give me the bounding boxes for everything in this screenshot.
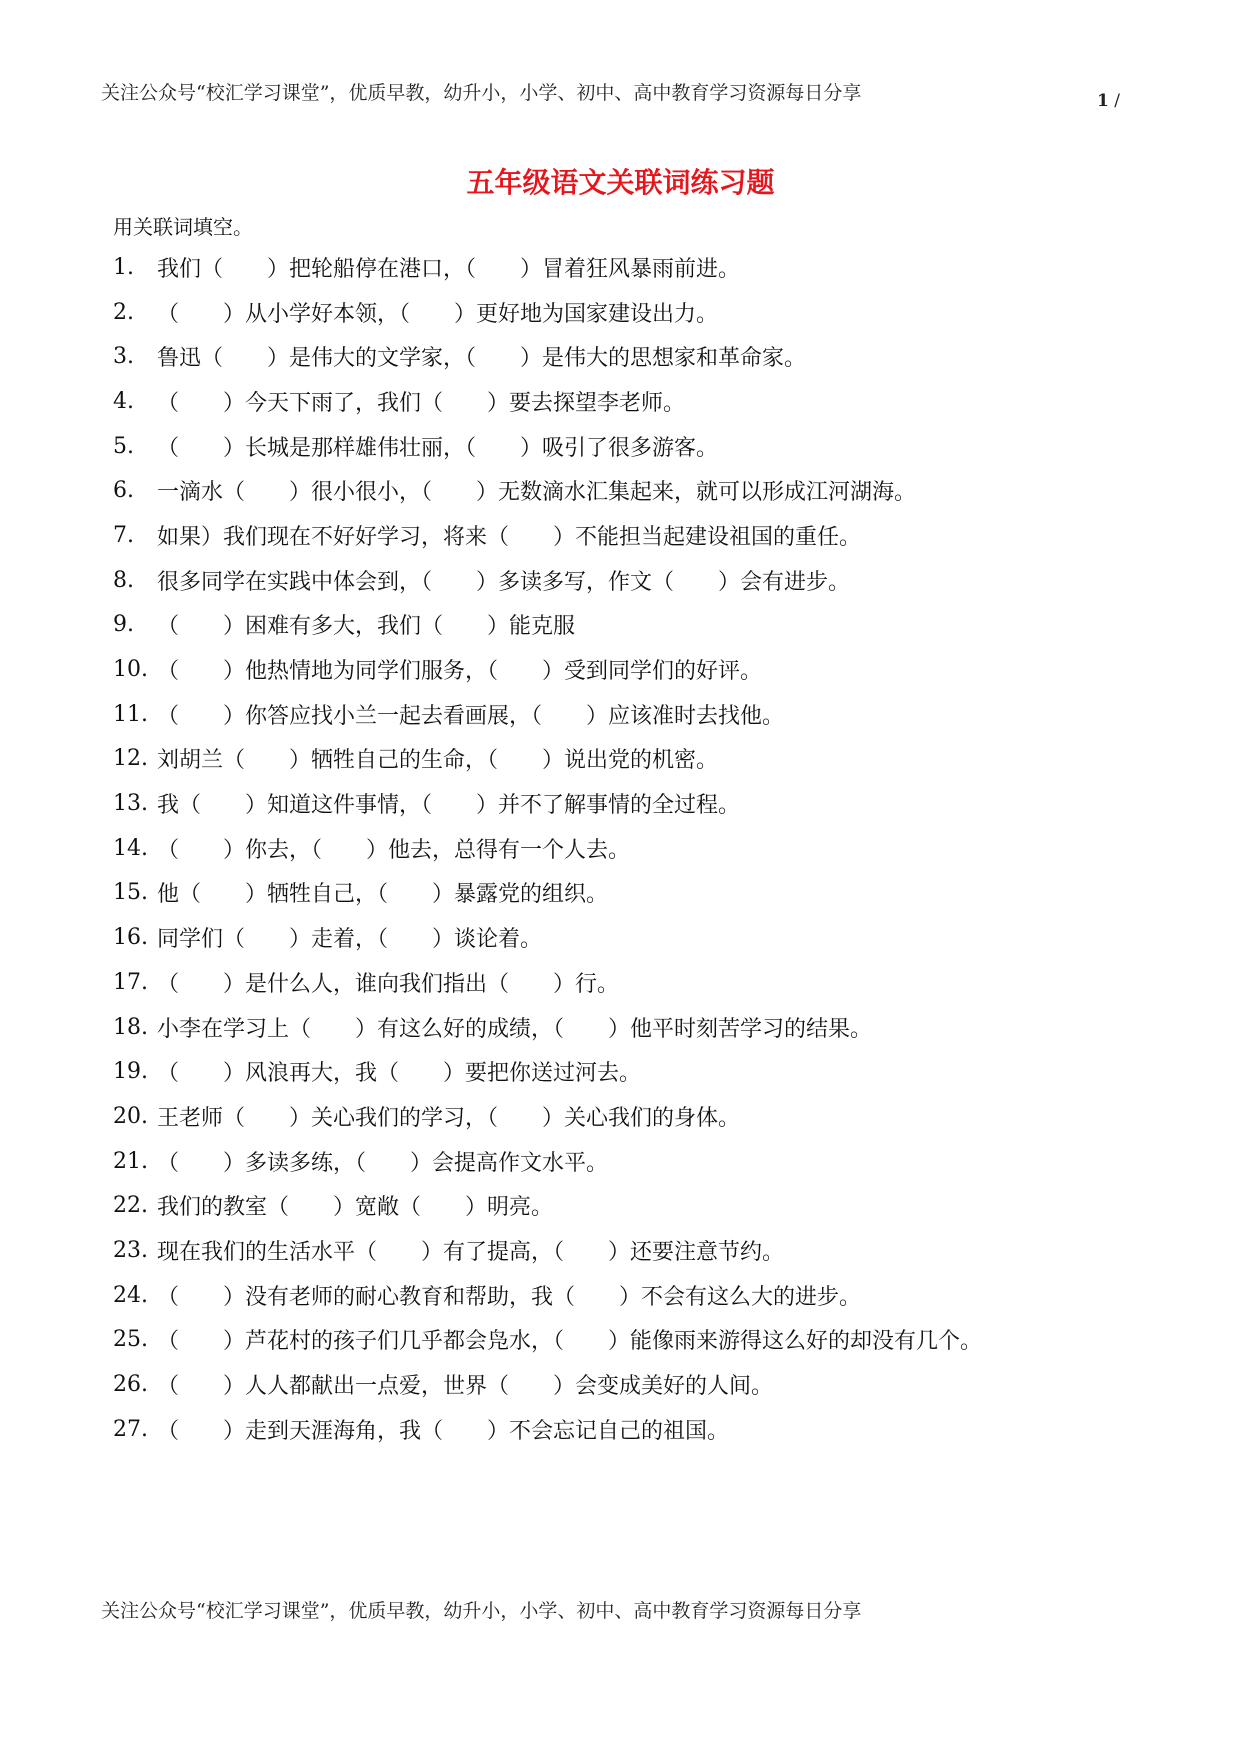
question-item (113, 960, 1213, 1005)
question-number: 21. (113, 1148, 148, 1174)
question-item (113, 1228, 1213, 1273)
question-number: 24. (113, 1282, 148, 1308)
question-text: 鲁迅（ ）是伟大的文学家，（ ）是伟大的思想家和革命家。 (157, 346, 807, 372)
question-item (113, 1318, 1213, 1363)
question-item (113, 781, 1213, 826)
question-item (113, 558, 1213, 603)
question-item (113, 513, 1213, 558)
question-number: 3. (113, 344, 134, 370)
question-item (113, 424, 1213, 469)
question-list (113, 245, 1213, 1452)
question-number: 19. (113, 1059, 148, 1085)
question-number: 11. (113, 701, 148, 727)
question-number: 16. (113, 925, 148, 951)
question-item (113, 245, 1213, 290)
question-item (113, 1183, 1213, 1228)
question-text: （ ）是什么人，谁向我们指出（ ）行。 (157, 971, 620, 997)
question-number: 6. (113, 478, 134, 504)
question-item (113, 1094, 1213, 1139)
question-number: 17. (113, 969, 148, 995)
question-number: 12. (113, 746, 148, 772)
question-text: 我们（ ）把轮船停在港口，（ ）冒着狂风暴雨前进。 (157, 256, 741, 282)
question-item (113, 468, 1213, 513)
question-text: 王老师（ ）关心我们的学习，（ ）关心我们的身体。 (157, 1105, 741, 1131)
question-text: 如果）我们现在不好好学习，将来（ ）不能担当起建设祖国的重任。 (157, 524, 862, 550)
question-text: 小李在学习上（ ）有这么好的成绩，（ ）他平时刻苦学习的结果。 (157, 1016, 873, 1042)
question-number: 7. (113, 522, 134, 548)
question-item (113, 1005, 1213, 1050)
question-text: 刘胡兰（ ）牺牲自己的生命，（ ）说出党的机密。 (157, 748, 719, 774)
question-text: 一滴水（ ）很小很小，（ ）无数滴水汇集起来，就可以形成江河湖海。 (157, 480, 917, 506)
page-number-current: 1 (1097, 91, 1109, 111)
question-text: （ ）他热情地为同学们服务，（ ）受到同学们的好评。 (157, 659, 763, 685)
question-number: 20. (113, 1103, 148, 1129)
question-text: （ ）多读多练，（ ）会提高作文水平。 (157, 1150, 609, 1176)
question-item (113, 647, 1213, 692)
question-text: （ ）困难有多大，我们（ ）能克服 (157, 614, 576, 640)
header-promo-note: 关注公众号“校汇学习课堂”，优质早教，幼升小，小学、初中、高中教育学习资源每日分享 (101, 82, 862, 104)
question-text: 我（ ）知道这件事情，（ ）并不了解事情的全过程。 (157, 793, 741, 819)
footer-promo-note: 关注公众号“校汇学习课堂”，优质早教，幼升小，小学、初中、高中教育学习资源每日分享 (101, 1600, 862, 1622)
question-text: 现在我们的生活水平（ ）有了提高，（ ）还要注意节约。 (157, 1239, 785, 1265)
question-item (113, 826, 1213, 871)
question-text: （ ）人人都献出一点爱，世界（ ）会变成美好的人间。 (157, 1374, 774, 1400)
question-item (113, 1273, 1213, 1318)
question-item (113, 334, 1213, 379)
question-text: 同学们（ ）走着，（ ）谈论着。 (157, 927, 543, 953)
page-title: 五年级语文关联词练习题 (466, 166, 775, 199)
question-item (113, 1049, 1213, 1094)
question-number: 9. (113, 612, 134, 638)
question-number: 4. (113, 388, 134, 414)
question-text: （ ）走到天涯海角，我（ ）不会忘记自己的祖国。 (157, 1418, 730, 1444)
question-number: 15. (113, 880, 148, 906)
question-text: （ ）你去，（ ）他去，总得有一个人去。 (157, 837, 631, 863)
question-number: 22. (113, 1193, 148, 1219)
question-number: 26. (113, 1372, 148, 1398)
question-item (113, 290, 1213, 335)
question-item (113, 603, 1213, 648)
question-text: （ ）风浪再大，我（ ）要把你送过河去。 (157, 1061, 642, 1087)
question-text: （ ）今天下雨了，我们（ ）要去探望李老师。 (157, 390, 686, 416)
page-number (1097, 90, 1120, 112)
question-item (113, 871, 1213, 916)
question-number: 27. (113, 1416, 148, 1442)
question-item (113, 1362, 1213, 1407)
question-item (113, 1139, 1213, 1184)
question-text: 他（ ）牺牲自己，（ ）暴露党的组织。 (157, 882, 609, 908)
question-number: 14. (113, 835, 148, 861)
question-number: 18. (113, 1014, 148, 1040)
question-number: 10. (113, 657, 148, 683)
question-number: 2. (113, 299, 134, 325)
question-text: （ ）没有老师的耐心教育和帮助，我（ ）不会有这么大的进步。 (157, 1284, 862, 1310)
question-item (113, 692, 1213, 737)
page-number-separator: / (1114, 91, 1120, 111)
question-text: （ ）长城是那样雄伟壮丽，（ ）吸引了很多游客。 (157, 435, 719, 461)
question-number: 5. (113, 433, 134, 459)
question-text: （ ）芦花村的孩子们几乎都会凫水，（ ）能像雨来游得这么好的却没有几个。 (157, 1329, 983, 1355)
question-number: 8. (113, 567, 134, 593)
question-text: （ ）你答应找小兰一起去看画展，（ ）应该准时去找他。 (157, 703, 785, 729)
question-text: （ ）从小学好本领，（ ）更好地为国家建设出力。 (157, 301, 719, 327)
question-item (113, 1407, 1213, 1452)
question-item (113, 379, 1213, 424)
instruction-text: 用关联词填空。 (113, 215, 253, 239)
question-item (113, 737, 1213, 782)
question-number: 25. (113, 1327, 148, 1353)
question-number: 23. (113, 1237, 148, 1263)
question-text: 很多同学在实践中体会到，（ ）多读多写，作文（ ）会有进步。 (157, 569, 851, 595)
question-text: 我们的教室（ ）宽敞（ ）明亮。 (157, 1195, 554, 1221)
question-item (113, 915, 1213, 960)
question-number: 1. (113, 254, 134, 280)
question-number: 13. (113, 791, 148, 817)
